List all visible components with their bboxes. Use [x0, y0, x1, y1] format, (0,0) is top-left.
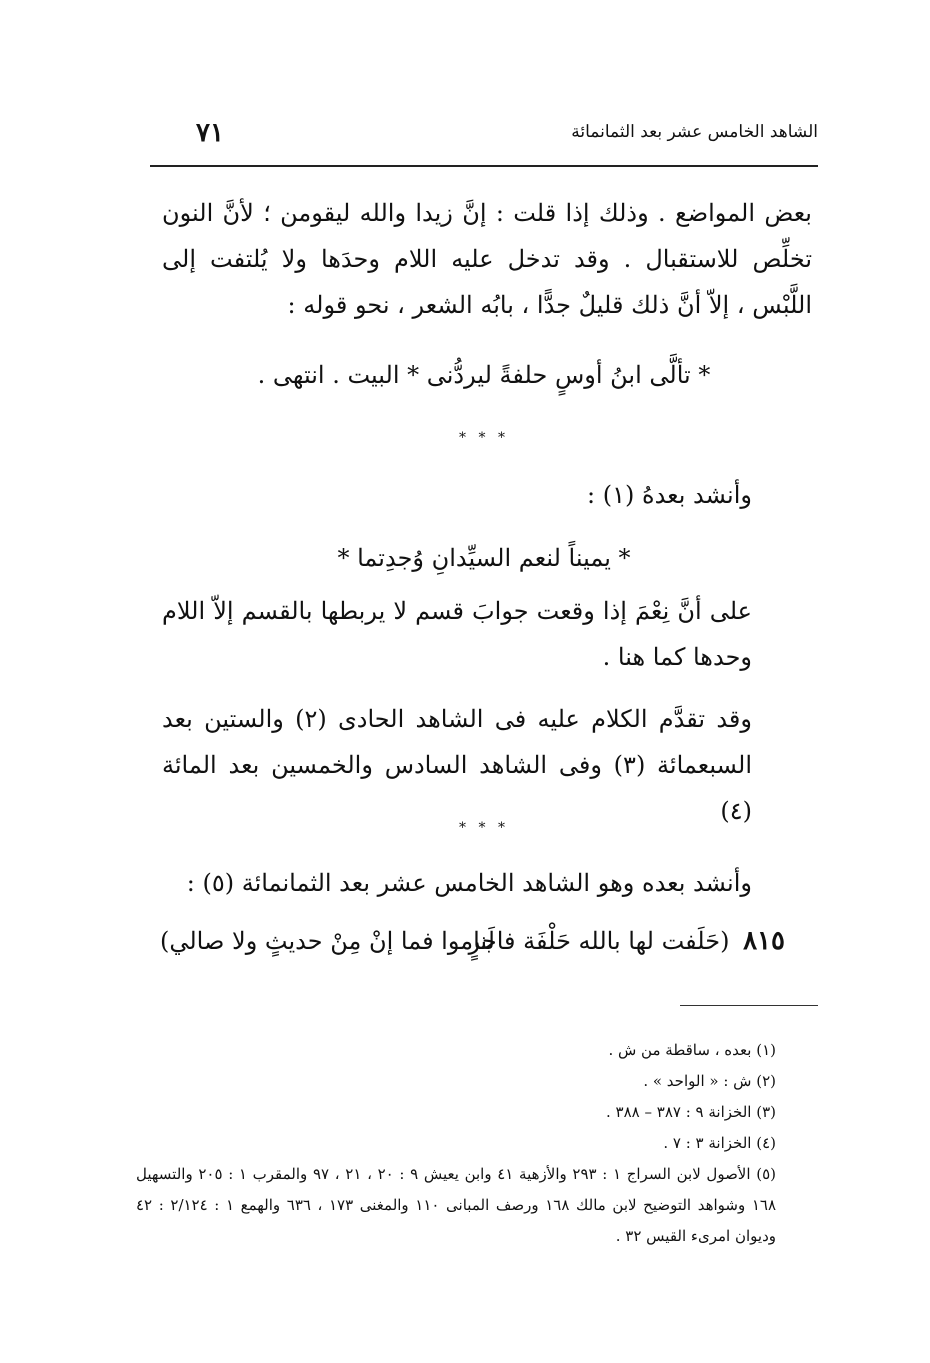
running-title: الشاهد الخامس عشر بعد الثمانمائة	[571, 122, 818, 142]
footnote-3: (٣) الخزانة ٩ : ٣٨٧ – ٣٨٨ .	[606, 1103, 776, 1121]
section-separator-2: * * *	[459, 820, 509, 836]
witness-verse	[160, 918, 785, 968]
witness-number: ٨١٥	[743, 926, 785, 956]
footnote-1: (١) بعده ، ساقطة من ش .	[608, 1041, 776, 1059]
paragraph-1: بعض المواضع . وذلك إذا قلت : إنَّ زيدا والله ليقومن ؛ لأنَّ النون تخلِّص للاستقبال . وقد تدخل عليه اللام وحدَها ولا يُلتفت إلى اللَّبْس ، إلاّ أنَّ ذلك قليلٌ جدًّا ، بابُه الشعر ، نحو قوله :	[162, 199, 812, 319]
hemistich-2: لَناموا فما إنْ مِنْ حديثٍ ولا صالي)	[160, 927, 495, 955]
hemistich-1: (حَلَفت لها بالله حَلْفَة فاجرٍ	[468, 927, 730, 955]
footnote-rule	[680, 1005, 818, 1006]
recitation-intro-1: وأنشد بعدهُ (١) :	[587, 481, 752, 509]
section-separator-1: * * *	[459, 430, 509, 446]
page-header	[150, 118, 818, 158]
recitation-intro-2: وأنشد بعده وهو الشاهد الخامس عشر بعد الثمانمائة (٥) :	[186, 869, 752, 897]
footnotes	[136, 1035, 776, 1252]
paragraph-2: على أنَّ نِعْمَ إذا وقعت جوابَ قسم لا يربطها بالقسم إلاّ اللام وحدها كما هنا .	[162, 597, 752, 671]
footnote-5: (٥) الأصول لابن السراج ١ : ٢٩٣ والأزهية ٤١ وابن يعيش ٩ : ٢٠ ، ٢١ ، ٩٧ والمقرب ١ : ٢٠٥ والتسهيل ١٦٨ وشواهد التوضيح لابن مالك ١٦٨ ورصف المبانى ١١٠ والمغنى ١٧٣ ، ٦٣٦ والهمع ١ : ٢/١٢٤ : ٤٢ وديوان امرىء القيس ٣٢ .	[136, 1165, 776, 1245]
verse-quote-1: * تألَّى ابنُ أوسٍ حلفةً ليردُّنى * البيت . انتهى .	[257, 361, 711, 389]
verse-quote-2: * يميناً لنعم السيِّدانِ وُجدِتما *	[337, 544, 631, 572]
header-rule	[150, 165, 818, 167]
footnote-4: (٤) الخزانة ٣ : ٧ .	[663, 1134, 776, 1152]
page-number: ٧١	[196, 118, 224, 148]
paragraph-3: وقد تقدَّم الكلام عليه فى الشاهد الحادى (٢) والستين بعد السبعمائة (٣) وفى الشاهد السادس والخمسين بعد المائة (٤)	[162, 705, 753, 825]
footnote-2: (٢) ش : « الواحد » .	[643, 1072, 776, 1090]
